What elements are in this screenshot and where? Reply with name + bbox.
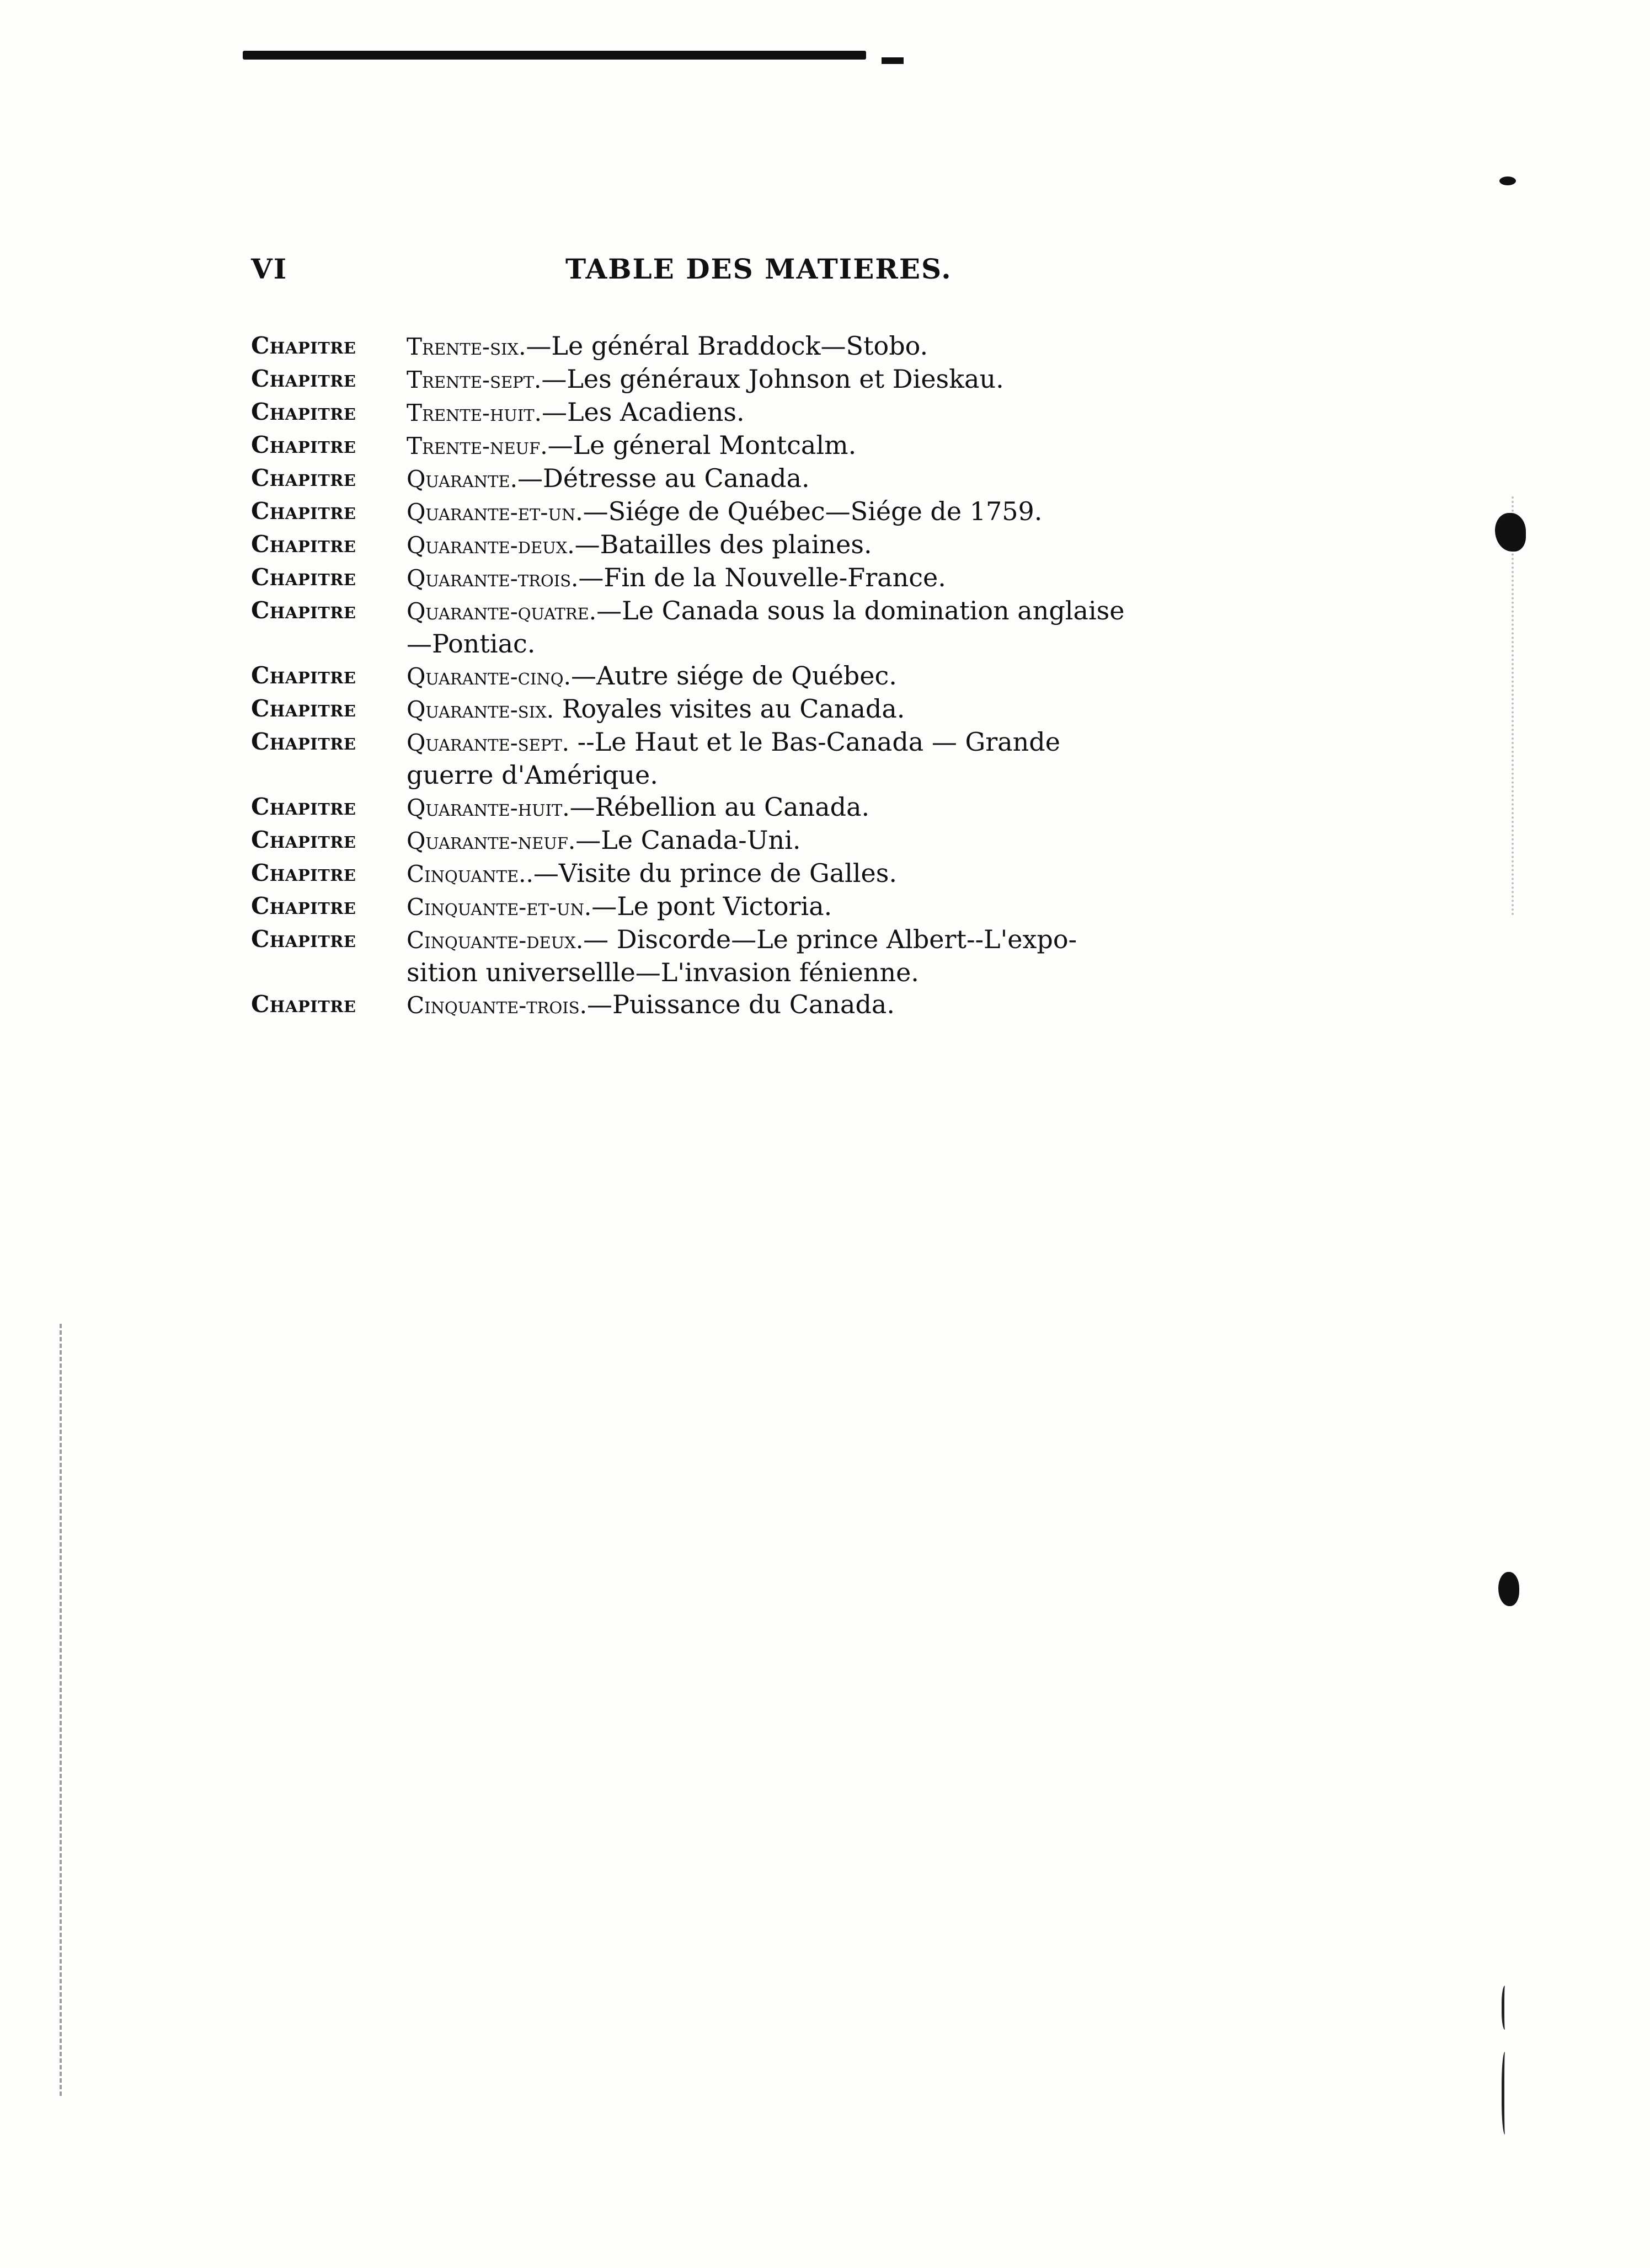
chapter-entry <box>407 595 1299 660</box>
chapter-title: —Le géneral Montcalm. <box>547 430 857 460</box>
toc-entry <box>251 330 1299 363</box>
chapter-title: —Le Canada sous la domination anglaise —Pontiac. <box>407 596 1125 659</box>
chapter-entry <box>407 396 1299 429</box>
chapter-number: Quarante-trois. <box>407 565 579 592</box>
chapter-number: Quarante-deux. <box>407 532 575 559</box>
chapter-entry <box>407 330 1299 363</box>
toc-entry <box>251 429 1299 462</box>
toc-entry <box>251 396 1299 429</box>
chapter-number: Quarante-huit. <box>407 794 570 821</box>
chapter-title: Royales visites au Canada. <box>554 694 905 724</box>
chapter-entry <box>407 429 1299 462</box>
chapter-entry <box>407 561 1299 595</box>
top-ink-rule <box>243 51 866 60</box>
chapter-label: Chapitre <box>251 859 356 886</box>
chapter-number: Trente-six. <box>407 333 526 360</box>
chapter-number: Quarante-et-un. <box>407 499 583 526</box>
chapter-number: Trente-huit. <box>407 399 542 426</box>
ink-blot-lower <box>1498 1572 1519 1606</box>
chapter-number: Quarante-quatre. <box>407 598 597 625</box>
edge-mark-1 <box>1502 1986 1510 2030</box>
chapter-number: Cinquante-trois. <box>407 992 587 1019</box>
toc-entry <box>251 561 1299 595</box>
top-ink-rule-tail <box>882 57 904 64</box>
chapter-label: Chapitre <box>251 695 356 722</box>
chapter-number: Quarante. <box>407 466 517 493</box>
chapter-entry <box>407 890 1299 923</box>
chapter-label: Chapitre <box>251 826 356 853</box>
toc-entry <box>251 890 1299 923</box>
chapter-title: —Le Canada-Uni. <box>575 825 801 855</box>
edge-mark-2 <box>1502 2052 1510 2135</box>
chapter-entry <box>407 923 1299 988</box>
chapter-label: Chapitre <box>251 332 356 359</box>
chapter-label: Chapitre <box>251 991 356 1018</box>
toc-entry <box>251 693 1299 726</box>
chapter-label: Chapitre <box>251 365 356 392</box>
chapter-entry <box>407 726 1299 791</box>
chapter-number: Trente-sept. <box>407 366 542 393</box>
chapter-number: Quarante-six. <box>407 696 554 723</box>
chapter-entry <box>407 988 1299 1021</box>
chapter-entry <box>407 495 1299 528</box>
chapter-title: —Le général Braddock—Stobo. <box>526 331 928 361</box>
chapter-number: Quarante-sept. <box>407 729 570 756</box>
toc-entry <box>251 363 1299 396</box>
chapter-label: Chapitre <box>251 564 356 591</box>
chapter-number: Quarante-neuf. <box>407 827 576 854</box>
chapter-label: Chapitre <box>251 926 356 953</box>
chapter-label: Chapitre <box>251 498 356 525</box>
chapter-title: —Batailles des plaines. <box>574 529 872 559</box>
left-binding-edge <box>60 1324 65 2096</box>
chapter-title: —Les généraux Johnson et Dieskau. <box>541 364 1004 394</box>
chapter-title: —Fin de la Nouvelle-France. <box>578 563 946 592</box>
page-header <box>251 253 1299 291</box>
right-binding-edge <box>1512 496 1516 916</box>
page-title: TABLE DES MATIERES. <box>565 253 952 285</box>
chapter-entry <box>407 363 1299 396</box>
chapter-entry <box>407 528 1299 561</box>
chapter-number: Cinquante.. <box>407 860 533 887</box>
chapter-label: Chapitre <box>251 892 356 919</box>
ink-blot-upper <box>1495 513 1526 552</box>
page-folio: VI <box>251 253 288 285</box>
toc-entry <box>251 528 1299 561</box>
chapter-title: —Puissance du Canada. <box>586 989 895 1019</box>
chapter-label: Chapitre <box>251 464 356 491</box>
table-of-contents <box>251 330 1299 1021</box>
chapter-entry <box>407 462 1299 495</box>
chapter-label: Chapitre <box>251 662 356 689</box>
chapter-entry <box>407 660 1299 693</box>
chapter-title: —Rébellion au Canada. <box>569 792 870 822</box>
toc-entry <box>251 791 1299 824</box>
toc-entry <box>251 923 1299 988</box>
chapter-label: Chapitre <box>251 431 356 458</box>
toc-entry <box>251 660 1299 693</box>
toc-entry <box>251 988 1299 1021</box>
chapter-title: —Visite du prince de Galles. <box>533 858 898 888</box>
chapter-title: --Le Haut et le Bas-Canada — Grande guerre d'Amérique. <box>407 727 1060 790</box>
toc-entry <box>251 726 1299 791</box>
chapter-title: —Autre siége de Québec. <box>570 661 897 691</box>
chapter-label: Chapitre <box>251 597 356 624</box>
chapter-number: Cinquante-et-un. <box>407 894 592 921</box>
chapter-entry <box>407 857 1299 890</box>
toc-entry <box>251 495 1299 528</box>
chapter-number: Cinquante-deux. <box>407 927 584 954</box>
chapter-entry <box>407 791 1299 824</box>
toc-entry <box>251 824 1299 857</box>
chapter-label: Chapitre <box>251 793 356 820</box>
chapter-label: Chapitre <box>251 531 356 558</box>
chapter-number: Quarante-cinq. <box>407 663 571 690</box>
chapter-title: —Siége de Québec—Siége de 1759. <box>583 496 1043 526</box>
toc-entry <box>251 462 1299 495</box>
chapter-title: —Détresse au Canada. <box>517 463 810 493</box>
chapter-entry <box>407 693 1299 726</box>
chapter-title: —Les Acadiens. <box>541 397 745 427</box>
chapter-number: Trente-neuf. <box>407 432 548 459</box>
chapter-entry <box>407 824 1299 857</box>
chapter-label: Chapitre <box>251 728 356 755</box>
toc-entry <box>251 857 1299 890</box>
toc-entry <box>251 595 1299 660</box>
chapter-title: —Le pont Victoria. <box>591 891 832 921</box>
chapter-label: Chapitre <box>251 398 356 425</box>
ink-blot-top <box>1499 176 1516 185</box>
chapter-title: — Discorde—Le prince Albert--L'expo- sition universellle—L'invasion fénienne. <box>407 924 1077 987</box>
